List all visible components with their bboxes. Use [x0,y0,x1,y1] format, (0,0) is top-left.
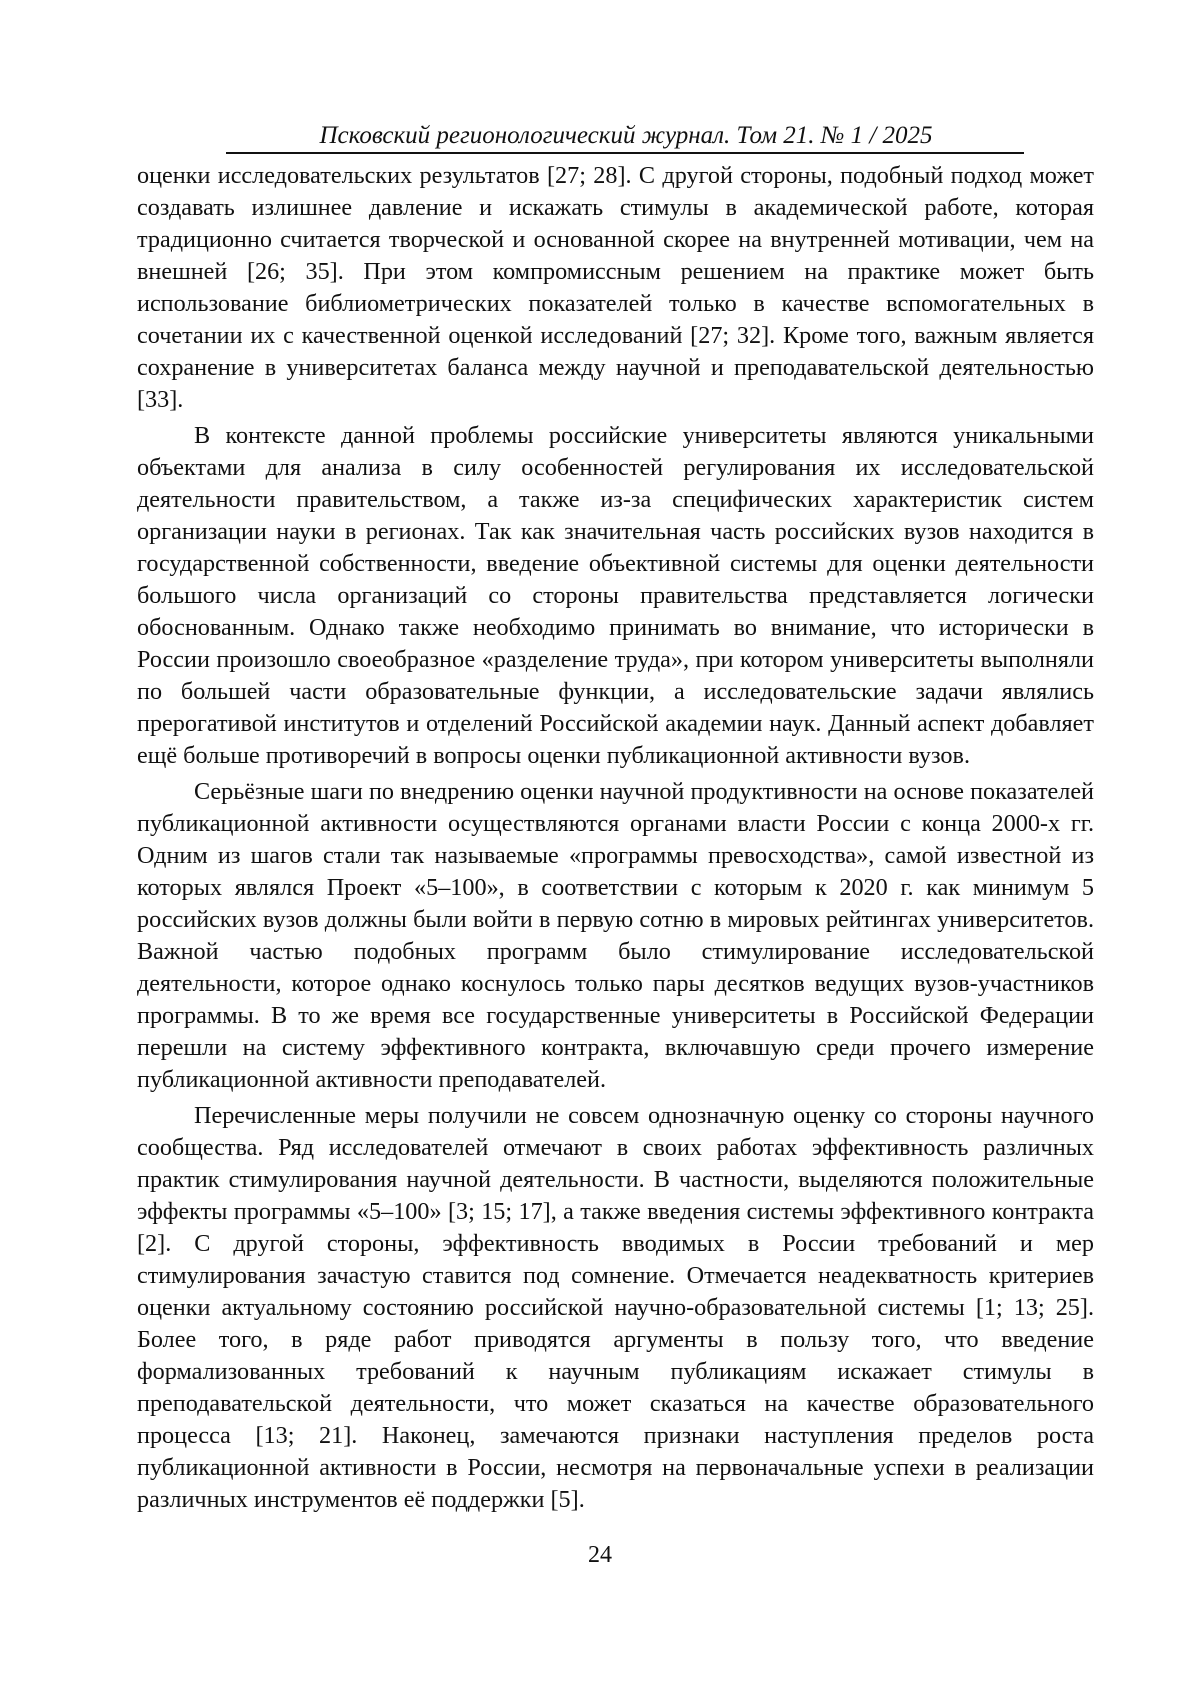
paragraph-continuation: оценки исследовательских результатов [27; 28]. С другой стороны, подобный подход может создавать излишнее давление и искажать стимулы в академической работе, которая традиционно считается творческой и основанной скорее на внутренней мотивации, чем на внешней [26; 35]. При этом компромиссным решением на практике может быть использование библиометрических показателей только в качестве вспомогательных в сочетании их с качественной оценкой исследований [27; 32]. Кроме того, важным является сохранение в университетах баланса между научной и преподавательской деятельностью [33]. [137,162,1094,413]
paragraph-measures-evaluation: Перечисленные меры получили не совсем однозначную оценку со стороны научного сообщества. Ряд исследователей отмечают в своих работах эффективность различных практик стимулирования научной деятельности. В частности, выделяются положительные эффекты программы «5–100» [3; 15; 17], а также введения системы эффективного контракта [2]. С другой стороны, эффективность вводимых в России требований и мер стимулирования зачастую ставится под сомнение. Отмечается неадекватность критериев оценки актуальному состоянию российской научно-образовательной системы [1; 13; 25]. Более того, в ряде работ приводятся аргументы в пользу того, что введение формализованных требований к научным публикациям искажает стимулы в преподавательской деятельности, что может сказаться на качестве образовательного процесса [13; 21]. Наконец, замечаются признаки наступления пределов роста публикационной активности в России, несмотря на первоначальные успехи в реализации различных инструментов её поддержки [5]. [137,1102,1094,1513]
running-header: Псковский регионологический журнал. Том 21. № 1 / 2025 [319,122,933,149]
paragraph-excellence-programs: Серьёзные шаги по внедрению оценки научной продуктивности на основе показателей публикационной активности осуществляются органами власти России с конца 2000-х гг. Одним из шагов стали так называемые «программы превосходства», самой известной из которых являлся Проект «5–100», в соответствии с которым к 2020 г. как минимум 5 российских вузов должны были войти в первую сотню в мировых рейтингах университетов. Важной частью подобных программ было стимулирование исследовательской деятельности, которое однако коснулось только пары десятков ведущих вузов-участников программы. В то же время все государственные университеты в Российской Федерации перешли на систему эффективного контракта, включавшую среди прочего измерение публикационной активности преподавателей. [137,778,1094,1093]
article-body [137,160,1094,1520]
header-rule [226,152,1024,154]
page-number: 24 [588,1542,612,1568]
paragraph-russian-universities: В контексте данной проблемы российские университеты являются уникальными объектами для анализа в силу особенностей регулирования их исследовательской деятельности правительством, а также из-за специфических характеристик систем организации науки в регионах. Так как значительная часть российских вузов находится в государственной собственности, введение объективной системы для оценки деятельности большого числа организаций со стороны правительства представляется логически обоснованным. Однако также необходимо принимать во внимание, что исторически в России произошло своеобразное «разделение труда», при котором университеты выполняли по большей части образовательные функции, а исследовательские задачи являлись прерогативой институтов и отделений Российской академии наук. Данный аспект добавляет ещё больше противоречий в вопросы оценки публикационной активности вузов. [137,422,1094,769]
